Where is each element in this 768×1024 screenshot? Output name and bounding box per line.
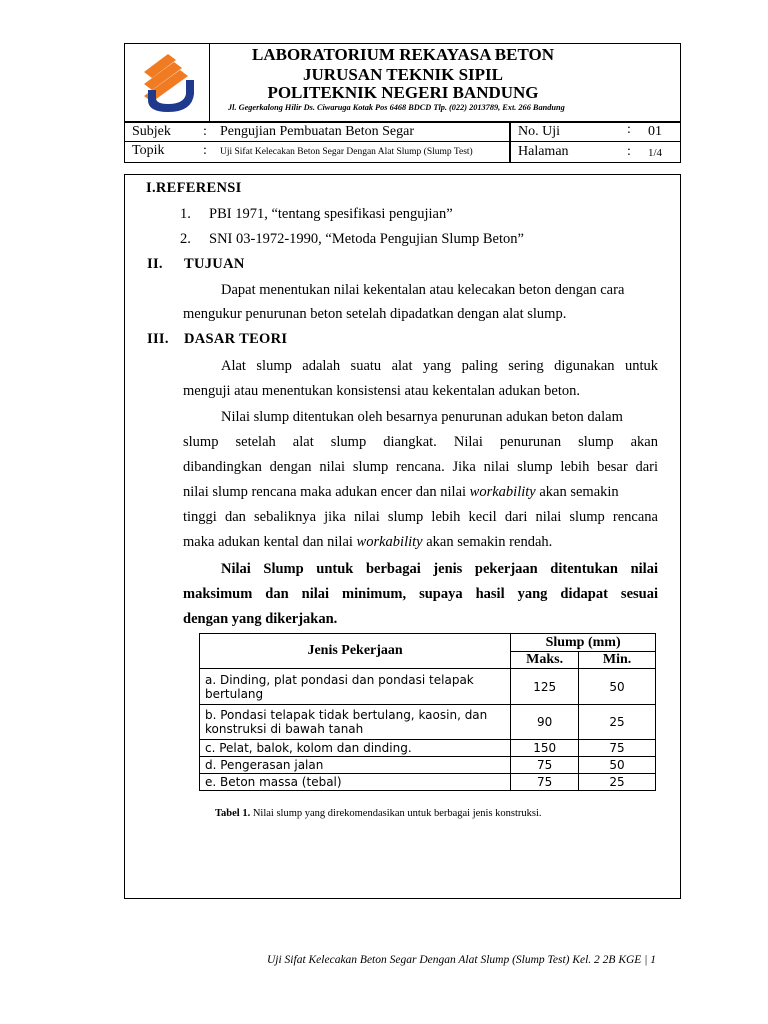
dasar-para1 — [183, 354, 658, 404]
dasar-heading: DASAR TEORI — [184, 331, 288, 347]
text-line: dibandingkan dengan nilai slump rencana. Jika nilai slump lebih besar dari — [183, 459, 658, 475]
text-line: menguji atau menentukan konsistensi atau kekentalan adukan beton. — [183, 383, 581, 399]
topik-value: Uji Sifat Kelecakan Beton Segar Dengan Alat Slump (Slump Test) — [220, 147, 473, 157]
caption-label: Tabel 1. — [215, 808, 251, 819]
text-line — [183, 480, 658, 505]
referensi-heading: I.REFERENSI — [146, 180, 242, 196]
header-title-1: LABORATORIUM REKAYASA BETON — [252, 45, 554, 64]
cell-min: 50 — [579, 669, 656, 705]
subjek-value: Pengujian Pembuatan Beton Segar — [220, 124, 415, 139]
info-divider — [124, 141, 681, 142]
referensi-item-num: 2. — [180, 231, 191, 247]
text-line: slump setelah alat slump diangkat. Nilai penurunan slump akan — [183, 434, 658, 450]
text-line: Nilai Slump untuk berbagai jenis pekerjaan ditentukan nilai — [221, 561, 658, 577]
text-span: akan semakin — [535, 484, 619, 500]
table-row — [200, 740, 656, 757]
nouji-value: 01 — [648, 124, 662, 139]
tujuan-number: II. — [147, 256, 163, 272]
header-address: Jl. Gegerkalong Hilir Ds. Ciwaruga Kotak Pos 6468 BDCD Tlp. (022) 2013789, Ext. 266 Bandung — [228, 103, 565, 112]
cell-maks: 75 — [511, 774, 579, 791]
topik-colon: : — [203, 143, 207, 158]
tujuan-text-line: mengukur penurunan beton setelah dipadatkan dengan alat slump. — [183, 306, 567, 322]
referensi-item: SNI 03-1972-1990, “Metoda Pengujian Slump Beton” — [209, 231, 524, 247]
cell-jenis: c. Pelat, balok, kolom dan dinding. — [200, 740, 511, 757]
cell-jenis: a. Dinding, plat pondasi dan pondasi telapak bertulang — [200, 669, 511, 705]
subjek-label: Subjek — [132, 124, 171, 139]
cell-maks: 125 — [511, 669, 579, 705]
dasar-bold-para — [183, 557, 658, 632]
cell-min: 25 — [579, 705, 656, 740]
text-line — [183, 530, 658, 555]
workability-term: workability — [469, 484, 536, 500]
cell-min: 50 — [579, 757, 656, 774]
referensi-item-num: 1. — [180, 206, 191, 222]
cell-maks: 150 — [511, 740, 579, 757]
cell-jenis: e. Beton massa (tebal) — [200, 774, 511, 791]
text-span: maka adukan kental dan nilai — [183, 534, 357, 550]
text-line: tinggi dan sebaliknya jika nilai slump lebih kecil dari nilai slump rencana — [183, 509, 658, 525]
header-slump: Slump (mm) — [511, 634, 656, 652]
halaman-colon: : — [627, 144, 631, 159]
header-maks: Maks. — [511, 652, 579, 669]
header-min: Min. — [579, 652, 656, 669]
tujuan-text-line: Dapat menentukan nilai kekentalan atau kelecakan beton dengan cara — [221, 282, 625, 298]
header-title-3: POLITEKNIK NEGERI BANDUNG — [267, 83, 539, 102]
workability-term: workability — [356, 534, 423, 550]
text-span: akan semakin rendah. — [422, 534, 553, 550]
table-caption — [215, 808, 542, 819]
table-row — [200, 757, 656, 774]
referensi-item: PBI 1971, “tentang spesifikasi pengujian” — [209, 206, 453, 222]
header-title-2: JURUSAN TEKNIK SIPIL — [303, 65, 503, 84]
header-jenis: Jenis Pekerjaan — [200, 634, 511, 669]
caption-text: Nilai slump yang direkomendasikan untuk berbagai jenis konstruksi. — [250, 808, 542, 819]
text-line: dengan yang dikerjakan. — [183, 611, 338, 627]
table-row — [200, 669, 656, 705]
cell-jenis: b. Pondasi telapak tidak bertulang, kaosin, dan konstruksi di bawah tanah — [200, 705, 511, 740]
page-footer: Uji Sifat Kelecakan Beton Segar Dengan Alat Slump (Slump Test) Kel. 2 2B KGE | 1 — [266, 954, 656, 966]
cell-maks: 75 — [511, 757, 579, 774]
nouji-label: No. Uji — [518, 124, 560, 139]
nouji-colon: : — [627, 122, 631, 137]
slump-table — [199, 633, 656, 791]
table-row — [200, 774, 656, 791]
text-span: nilai slump rencana maka adukan encer dan nilai — [183, 484, 470, 500]
text-line: Nilai slump ditentukan oleh besarnya penurunan adukan beton dalam — [221, 409, 623, 425]
halaman-label: Halaman — [518, 144, 569, 159]
cell-jenis: d. Pengerasan jalan — [200, 757, 511, 774]
halaman-value: 1/4 — [648, 147, 663, 159]
text-line: Alat slump adalah suatu alat yang paling sering digunakan untuk — [221, 358, 658, 374]
cell-min: 75 — [579, 740, 656, 757]
table-row — [200, 705, 656, 740]
text-line: maksimum dan nilai minimum, supaya hasil yang didapat sesuai — [183, 586, 658, 602]
tujuan-heading: TUJUAN — [184, 256, 245, 272]
dasar-para2 — [183, 405, 658, 555]
cell-maks: 90 — [511, 705, 579, 740]
cell-min: 25 — [579, 774, 656, 791]
dasar-number: III. — [147, 331, 169, 347]
topik-label: Topik — [132, 143, 165, 158]
subjek-colon: : — [203, 124, 207, 139]
